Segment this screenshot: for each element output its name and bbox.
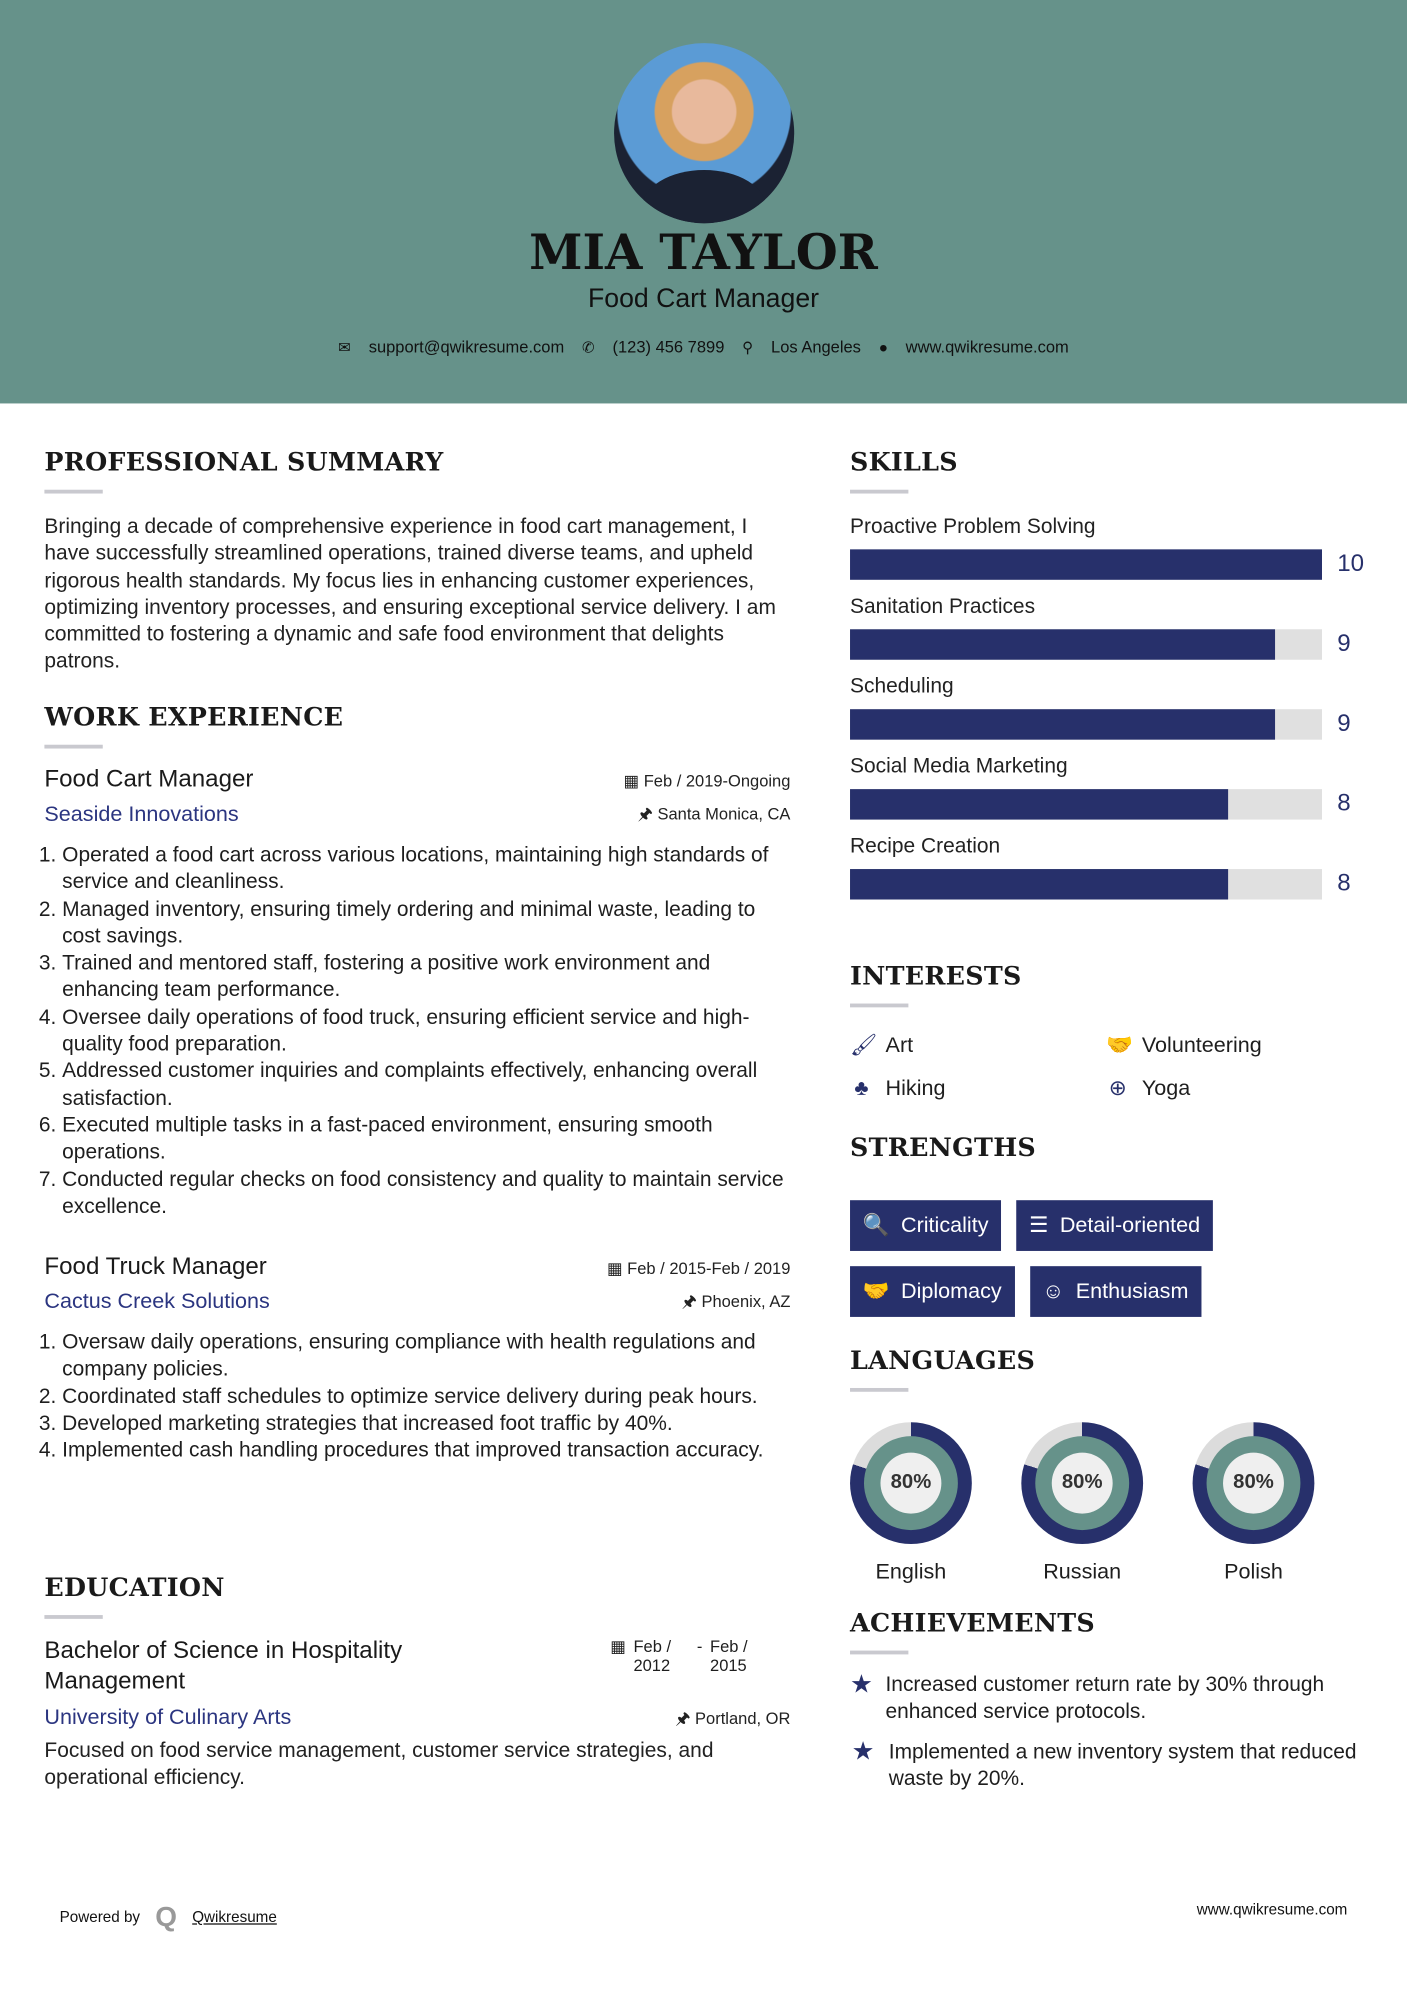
bullet-item: 6. Executed multiple tasks in a fast-paced environment, ensuring smooth operations. [62,1113,790,1167]
job-dates: ▦ Feb / 2015-Feb / 2019 [606,1258,791,1278]
qwikresume-logo-icon: Q [155,1900,177,1933]
skill-bar [850,549,1322,579]
pin-icon: 🖈 [681,1291,697,1311]
tree-icon: ♣ [854,1075,869,1100]
job-bullets [44,842,790,1220]
job-location: 🖈 Phoenix, AZ [681,1291,791,1311]
skill-bar-fill [850,709,1275,739]
job-entry [44,766,790,1220]
degree: Bachelor of Science in Hospitality Management [44,1637,403,1695]
skill-bar [850,789,1322,819]
interest-item: ♣ Hiking [850,1076,1106,1101]
achievement-item: ★ Increased customer return rate by 30% through enhanced service protocols. [850,1672,1370,1726]
bullet-item: 5. Addressed customer inquiries and complaints effectively, enhancing overall satisfaction. [62,1059,790,1113]
skill-bar [850,869,1322,899]
experience-section [44,702,790,1465]
strength-badge: 🤝 Diplomacy [850,1266,1014,1317]
language-name: English [875,1559,947,1584]
language-percent: 80% [880,1453,941,1514]
search-icon: 🔍 [862,1212,890,1237]
language-name: Russian [1043,1559,1122,1584]
footer-left [60,1901,277,1934]
skill-item [850,595,1370,660]
section-heading: ACHIEVEMENTS [850,1607,1096,1638]
bullet-item: 7. Conducted regular checks on food consistency and quality to maintain service excellence. [62,1167,790,1221]
education-text: Focused on food service management, customer service strategies, and operational efficiency. [44,1739,714,1790]
contact-bar [0,337,1407,356]
languages-section [850,1345,1370,1585]
header [0,0,1407,403]
envelope-icon: ✉ [338,338,351,356]
skill-bar [850,709,1322,739]
powered-by-label: Powered by [59,1908,141,1926]
list-icon: ☰ [1029,1212,1049,1237]
bullet-item: 1. Operated a food cart across various locations, maintaining high standards of service and cleanliness. [62,842,790,896]
job-location: 🖈 Santa Monica, CA [637,804,791,824]
location: Los Angeles [771,337,861,357]
heading-underline [44,745,102,749]
language-percent: 80% [1223,1453,1284,1514]
skill-bar-fill [850,549,1322,579]
handshake-icon: 🤝 [862,1278,890,1303]
candidate-name: MIA TAYLOR [529,223,878,281]
language-item [1193,1422,1315,1584]
skill-value: 8 [1337,870,1351,897]
strength-badge: ☰ Detail-oriented [1016,1200,1212,1251]
skill-value: 8 [1337,790,1351,818]
job-title: Food Truck Manager [44,1253,267,1281]
lifering-icon: ⊕ [1108,1075,1127,1100]
strength-badge: ☺ Enthusiasm [1030,1266,1202,1317]
skill-label: Recipe Creation [850,834,1001,858]
education-location: 🖈 Portland, OR [675,1708,791,1728]
smile-icon: ☺ [1042,1278,1065,1303]
handshake-icon: 🤝 [1106,1032,1134,1057]
bullet-item: 3. Developed marketing strategies that increased foot traffic by 40%. [62,1411,790,1438]
language-progress-ring [1193,1422,1315,1544]
bullet-item: 3. Trained and mentored staff, fostering a positive work environment and enhancing team performance. [62,951,790,1005]
brand-link[interactable]: Qwikresume [192,1908,277,1926]
profile-photo [614,43,794,223]
bullet-item: 2. Coordinated staff schedules to optimize service delivery during peak hours. [62,1384,790,1411]
skill-value: 10 [1337,550,1365,578]
strength-badge: 🔍 Criticality [850,1200,1001,1251]
skill-label: Social Media Marketing [850,754,1068,778]
globe-icon: ● [878,338,888,356]
job-title: Food Cart Manager [44,766,254,793]
section-heading: LANGUAGES [850,1344,1036,1376]
footer-website[interactable]: www.qwikresume.com [1196,1900,1348,1919]
language-progress-ring [850,1422,972,1544]
skill-bar-fill [850,629,1275,659]
achievement-item: ★ Implemented a new inventory system that reduced waste by 20%. [850,1739,1370,1793]
skill-bar-fill [850,789,1228,819]
website[interactable]: www.qwikresume.com [905,337,1069,357]
job-title: Food Cart Manager [587,284,820,314]
heading-underline [44,1615,102,1619]
calendar-icon: ▦ [610,1636,626,1656]
bullet-item: 1. Oversaw daily operations, ensuring compliance with health regulations and company policies. [62,1330,790,1384]
interest-item: 🤝 Volunteering [1106,1032,1262,1057]
skill-item [850,835,1370,900]
skills-section [850,447,1370,900]
heading-underline [850,1004,908,1008]
job-bullets [44,1330,790,1465]
company: Cactus Creek Solutions [44,1289,270,1314]
calendar-icon: ▦ [623,771,640,791]
job-entry [44,1254,790,1465]
heading-underline [850,1388,908,1392]
language-item [1021,1422,1143,1584]
interests-section [850,960,1370,1101]
skill-item [850,515,1370,580]
language-item [850,1422,972,1584]
skill-value: 9 [1337,710,1351,738]
skill-label: Proactive Problem Solving [850,515,1096,538]
section-heading: PROFESSIONAL SUMMARY [44,446,444,478]
pin-icon: 🖈 [637,804,653,824]
achievements-section [850,1607,1370,1792]
skill-value: 9 [1337,630,1351,658]
skill-item [850,755,1370,820]
education-section [44,1572,790,1792]
email[interactable]: support@qwikresume.com [368,337,565,357]
section-heading: STRENGTHS [850,1131,1037,1163]
bullet-item: 4. Implemented cash handling procedures that improved transaction accuracy. [62,1438,790,1465]
school: University of Culinary Arts [44,1705,292,1730]
section-heading: EDUCATION [44,1571,225,1603]
summary-section [44,447,790,676]
education-dates: ▦ Feb / 2012 - Feb / 2015 [610,1636,748,1675]
language-percent: 80% [1052,1453,1113,1514]
skill-item [850,675,1370,740]
job-dates: ▦ Feb / 2019-Ongoing [623,771,791,791]
calendar-icon: ▦ [606,1258,623,1278]
section-heading: WORK EXPERIENCE [44,701,344,733]
strengths-section [850,1132,1370,1317]
star-icon: ★ [850,1670,873,1699]
skill-bar-fill [850,869,1228,899]
section-heading: SKILLS [850,446,958,478]
interest-item: ⊕ Yoga [1106,1076,1360,1101]
skill-label: Sanitation Practices [850,595,1036,618]
language-name: Polish [1224,1559,1283,1584]
map-marker-icon: ⚲ [742,338,754,356]
bullet-item: 2. Managed inventory, ensuring timely ordering and minimal waste, leading to cost savings. [62,896,790,950]
interest-item: 🖌 Art [850,1032,914,1057]
paintbrush-icon: 🖌 [850,1032,878,1057]
language-progress-ring [1021,1422,1143,1544]
bullet-item: 4. Oversee daily operations of food truck, ensuring efficient service and high-quality food preparation. [62,1005,790,1059]
skill-bar [850,629,1322,659]
phone-icon: ✆ [581,338,595,356]
company: Seaside Innovations [44,801,239,826]
phone: (123) 456 7899 [612,337,725,357]
star-icon: ★ [851,1737,875,1766]
heading-underline [44,490,102,494]
summary-text: Bringing a decade of comprehensive experience in food cart management, I have successfully streamlined operations, trained diverse teams, and upheld rigorous health standards. My focus lies in enhancing customer experiences, optimizing inventory processes, and ensuring exceptional service delivery. I am committed to fostering a dynamic and safe food environment that delights patrons. [44,515,776,674]
heading-underline [850,1651,908,1655]
heading-underline [850,490,908,494]
section-heading: INTERESTS [850,960,1022,991]
skill-label: Scheduling [850,674,954,698]
